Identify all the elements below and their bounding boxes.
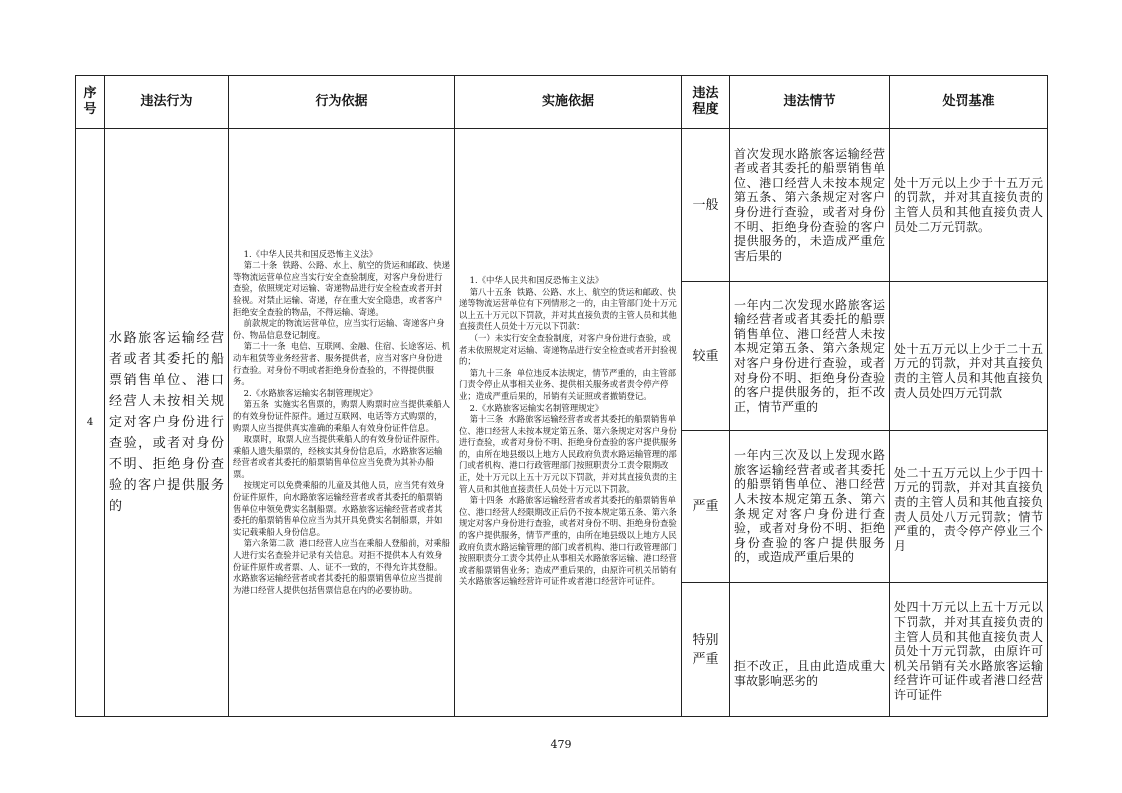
header-circumstance: 违法情节 (730, 76, 890, 129)
circumstance-general: 首次发现水路旅客运输经营者或者其委托的船票销售单位、港口经营人未按本规定第五条、第六条规定对客户身份进行查验，或者对身份不明、拒绝身份查验的客户提供服务的，未造成严重危害后果的 (730, 129, 890, 282)
header-penalty: 处罚基准 (890, 76, 1048, 129)
penalty-especially-severe: 处四十万元以上五十万元以下罚款，并对其直接负责的主管人员和其他直接负责人员处十万元罚款，由原许可机关吊销有关水路旅客运输经营许可证件或者港口经营许可证件 (890, 583, 1048, 717)
degree-general: 一般 (682, 129, 730, 282)
header-impl-basis: 实施依据 (455, 76, 682, 129)
header-legal-basis: 行为依据 (229, 76, 455, 129)
header-act: 违法行为 (105, 76, 229, 129)
header-row (76, 76, 1048, 129)
circumstance-especially-severe: 拒不改正，且由此造成重大事故影响恶劣的 (730, 583, 890, 717)
penalty-serious: 处十五万元以上少于二十五万元的罚款，并对其直接负责的主管人员和其他直接负责人员处四万元罚款 (890, 282, 1048, 431)
implementation-basis-text: 1.《中华人民共和国反恐怖主义法》 第八十五条 铁路、公路、水上、航空的货运和邮政、快递等物流运营单位有下列情形之一的，由主管部门处十万元以上五十万元以下罚款，并对其直接负责的主管人员和其他直接责任人员处十万元以下罚款： （一）未实行安全查验制度，对客户身份进行查验，或者未依照规定对运输、寄递物品进行安全检查或者开封验视的； 第九十三条 单位违反本法规定，情节严重的，由主管部门责令停止从事相关业务、提供相关服务或者责令停产停业；造成严重后果的，吊销有关证照或者撤销登记。 2.《水路旅客运输实名制管理规定》 第十三条 水路旅客运输经营者或者其委托的船票销售单位、港口经营人未按本规定第五条、第六条规定对客户身份进行查验，或者对身份不明、拒绝身份查验的客户提供服务的，由所在地县级以上地方人民政府负责水路运输管理的部门或者机构、港口行政管理部门按照职责分工责令限期改正，处十万元以上五十万元以下罚款，并对其直接负责的主管人员和其他直接责任人员处十万元以下罚款。 第十四条 水路旅客运输经营者或者其委托的船票销售单位、港口经营人经限期改正后仍不按本规定第五条、第六条规定对客户身份进行查验，或者对身份不明、拒绝身份查验的客户提供服务，情节严重的，由所在地县级以上地方人民政府负责水路运输管理的部门或者机构、港口行政管理部门按照职责分工责令其停止从事相关水路旅客运输、港口经营或者船票销售业务；造成严重后果的，由原许可机关吊销有关水路旅客运输经营许可证件或者港口经营许可证件。 (455, 129, 682, 717)
degree-severe: 严重 (682, 431, 730, 583)
header-no: 序号 (76, 76, 105, 129)
circumstance-severe: 一年内三次及以上发现水路旅客运输经营者或者其委托的船票销售单位、港口经营人未按本规定第五条、第六条规定对客户身份进行查验，或者对身份不明、拒绝身份查验的客户提供服务的，或造成严重后果的 (730, 431, 890, 583)
penalty-general: 处十万元以上少于十五万元的罚款，并对其直接负责的主管人员和其他直接负责人员处二万元罚款。 (890, 129, 1048, 282)
page-number: 479 (550, 738, 572, 751)
header-degree: 违法程度 (682, 76, 730, 129)
legal-basis-text: 1.《中华人民共和国反恐怖主义法》 第二十条 铁路、公路、水上、航空的货运和邮政、快递等物流运营单位应当实行安全查验制度，对客户身份进行查验，依照规定对运输、寄递物品进行安全检查或者开封验视。对禁止运输、寄递，存在重大安全隐患，或者客户拒绝安全查验的物品，不得运输、寄递。 前款规定的物流运营单位，应当实行运输、寄递客户身份、物品信息登记制度。 第二十一条 电信、互联网、金融、住宿、长途客运、机动车租赁等业务经营者、服务提供者，应当对客户身份进行查验。对身份不明或者拒绝身份查验的，不得提供服务。 2.《水路旅客运输实名制管理规定》 第五条 实施实名售票的，购票人购票时应当提供乘船人的有效身份证件原件。通过互联网、电话等方式购票的，购票人应当提供真实准确的乘船人有效身份证件信息。 取票时，取票人应当提供乘船人的有效身份证件原件。 乘船人遗失船票的，经核实其身份信息后，水路旅客运输经营者或者其委托的船票销售单位应当免费为其补办船票。 按规定可以免费乘船的儿童及其他人员，应当凭有效身份证件原件，向水路旅客运输经营者或者其委托的船票销售单位申领免费实名制船票。水路旅客运输经营者或者其委托的船票销售单位应当为其开具免费实名制船票，并如实记载乘船人身份信息。 第六条第二款 港口经营人应当在乘船人登船前，对乘船人进行实名查验并记录有关信息。对拒不提供本人有效身份证件原件或者票、人、证不一致的，不得允许其登船。水路旅客运输经营者或者其委托的船票销售单位应当提前为港口经营人提供包括售票信息在内的必要协助。 (229, 129, 455, 717)
table-row (76, 129, 1048, 282)
circumstance-serious: 一年内二次发现水路旅客运输经营者或者其委托的船票销售单位、港口经营人未按本规定第五条、第六条规定对客户身份进行查验，或者对身份不明、拒绝身份查验的客户提供服务的，拒不改正，情节严重的 (730, 282, 890, 431)
degree-serious: 较重 (682, 282, 730, 431)
penalty-severe: 处二十五万元以上少于四十万元的罚款，并对其直接负责的主管人员和其他直接负责人员处八万元罚款；情节严重的，责令停产停业三个月 (890, 431, 1048, 583)
penalty-standard-table (75, 75, 1048, 717)
degree-especially-severe: 特别严重 (682, 583, 730, 717)
row-number: 4 (76, 129, 105, 717)
violation-act: 水路旅客运输经营者或者其委托的船票销售单位、港口经营人未按相关规定对客户身份进行查验，或者对身份不明、拒绝身份查验的客户提供服务的 (105, 129, 229, 717)
